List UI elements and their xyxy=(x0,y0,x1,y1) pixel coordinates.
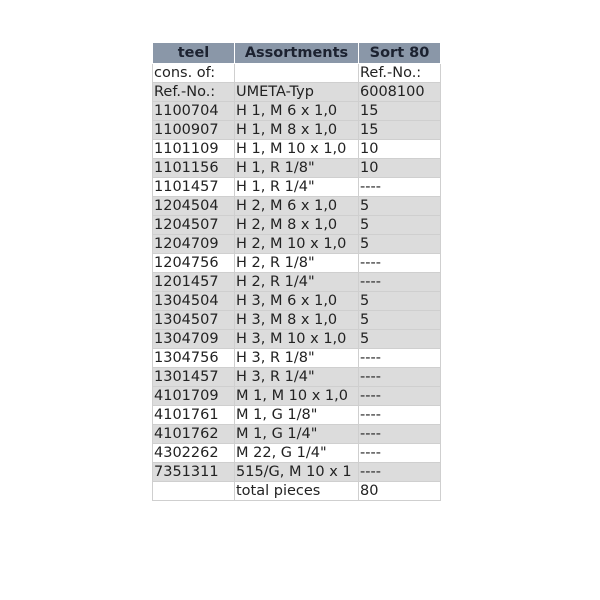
cell-type: M 22, G 1/4" xyxy=(235,444,359,463)
cell-quantity: 5 xyxy=(359,292,441,311)
assortment-table-container xyxy=(152,42,441,501)
cell-quantity: ---- xyxy=(359,425,441,444)
table-row xyxy=(153,140,441,159)
table-row xyxy=(153,83,441,102)
table-row xyxy=(153,463,441,482)
cell-quantity: ---- xyxy=(359,254,441,273)
table-row xyxy=(153,121,441,140)
cell-quantity: ---- xyxy=(359,349,441,368)
cell-ref-no xyxy=(153,482,235,501)
cell-type: H 3, R 1/4" xyxy=(235,368,359,387)
cell-quantity: ---- xyxy=(359,463,441,482)
table-row xyxy=(153,216,441,235)
cell-quantity: 5 xyxy=(359,216,441,235)
cell-quantity: ---- xyxy=(359,273,441,292)
cell-quantity: ---- xyxy=(359,444,441,463)
cell-type: H 1, M 10 x 1,0 xyxy=(235,140,359,159)
cell-type: H 2, R 1/8" xyxy=(235,254,359,273)
cell-ref-no: 1100907 xyxy=(153,121,235,140)
cell-quantity: 5 xyxy=(359,311,441,330)
table-row xyxy=(153,178,441,197)
cell-type xyxy=(235,64,359,83)
cell-type: H 1, M 8 x 1,0 xyxy=(235,121,359,140)
cell-type: H 3, M 6 x 1,0 xyxy=(235,292,359,311)
table-header-row xyxy=(153,43,441,64)
table-row xyxy=(153,482,441,501)
cell-type: H 2, M 8 x 1,0 xyxy=(235,216,359,235)
table-row xyxy=(153,406,441,425)
table-row xyxy=(153,64,441,83)
cell-type: UMETA-Typ xyxy=(235,83,359,102)
cell-ref-no: 4101762 xyxy=(153,425,235,444)
cell-ref-no: 1304504 xyxy=(153,292,235,311)
cell-type: H 2, R 1/4" xyxy=(235,273,359,292)
cell-ref-no: 7351311 xyxy=(153,463,235,482)
cell-ref-no: 1304709 xyxy=(153,330,235,349)
cell-ref-no: 1101109 xyxy=(153,140,235,159)
cell-ref-no: 4101761 xyxy=(153,406,235,425)
table-row xyxy=(153,349,441,368)
cell-ref-no: 1204507 xyxy=(153,216,235,235)
cell-type: M 1, G 1/8" xyxy=(235,406,359,425)
cell-type: 515/G, M 10 x 1 xyxy=(235,463,359,482)
cell-quantity: ---- xyxy=(359,178,441,197)
cell-type: H 2, M 6 x 1,0 xyxy=(235,197,359,216)
cell-ref-no: 4302262 xyxy=(153,444,235,463)
cell-quantity: 80 xyxy=(359,482,441,501)
table-row xyxy=(153,197,441,216)
table-row xyxy=(153,254,441,273)
cell-quantity: ---- xyxy=(359,406,441,425)
cell-type: H 3, M 10 x 1,0 xyxy=(235,330,359,349)
cell-quantity: ---- xyxy=(359,387,441,406)
table-row xyxy=(153,444,441,463)
cell-ref-no: 1301457 xyxy=(153,368,235,387)
cell-quantity: Ref.-No.: xyxy=(359,64,441,83)
cell-ref-no: 1201457 xyxy=(153,273,235,292)
cell-ref-no: 1204504 xyxy=(153,197,235,216)
cell-type: H 3, M 8 x 1,0 xyxy=(235,311,359,330)
table-row xyxy=(153,368,441,387)
cell-quantity: 10 xyxy=(359,140,441,159)
cell-ref-no: 1101457 xyxy=(153,178,235,197)
header-cell-material: teel xyxy=(153,43,235,64)
table-row xyxy=(153,330,441,349)
cell-ref-no: 1204756 xyxy=(153,254,235,273)
cell-ref-no: 1100704 xyxy=(153,102,235,121)
cell-quantity: 5 xyxy=(359,235,441,254)
assortment-table xyxy=(152,42,441,501)
cell-type: H 1, R 1/8" xyxy=(235,159,359,178)
header-cell-assortments: Assortments xyxy=(235,43,359,64)
cell-quantity: ---- xyxy=(359,368,441,387)
table-row xyxy=(153,292,441,311)
cell-ref-no: 1204709 xyxy=(153,235,235,254)
cell-quantity: 5 xyxy=(359,197,441,216)
cell-quantity: 5 xyxy=(359,330,441,349)
table-row xyxy=(153,311,441,330)
cell-type: H 1, R 1/4" xyxy=(235,178,359,197)
table-row xyxy=(153,102,441,121)
cell-type: H 3, R 1/8" xyxy=(235,349,359,368)
cell-ref-no: Ref.-No.: xyxy=(153,83,235,102)
cell-quantity: 15 xyxy=(359,102,441,121)
table-row xyxy=(153,425,441,444)
header-cell-sort: Sort 80 xyxy=(359,43,441,64)
cell-ref-no: cons. of: xyxy=(153,64,235,83)
table-row xyxy=(153,159,441,178)
table-row xyxy=(153,387,441,406)
cell-ref-no: 4101709 xyxy=(153,387,235,406)
cell-quantity: 10 xyxy=(359,159,441,178)
cell-quantity: 6008100 xyxy=(359,83,441,102)
table-row xyxy=(153,235,441,254)
cell-ref-no: 1304507 xyxy=(153,311,235,330)
cell-type: H 2, M 10 x 1,0 xyxy=(235,235,359,254)
cell-type: M 1, M 10 x 1,0 xyxy=(235,387,359,406)
cell-quantity: 15 xyxy=(359,121,441,140)
cell-type: total pieces xyxy=(235,482,359,501)
table-row xyxy=(153,273,441,292)
cell-ref-no: 1304756 xyxy=(153,349,235,368)
cell-type: H 1, M 6 x 1,0 xyxy=(235,102,359,121)
cell-ref-no: 1101156 xyxy=(153,159,235,178)
cell-type: M 1, G 1/4" xyxy=(235,425,359,444)
